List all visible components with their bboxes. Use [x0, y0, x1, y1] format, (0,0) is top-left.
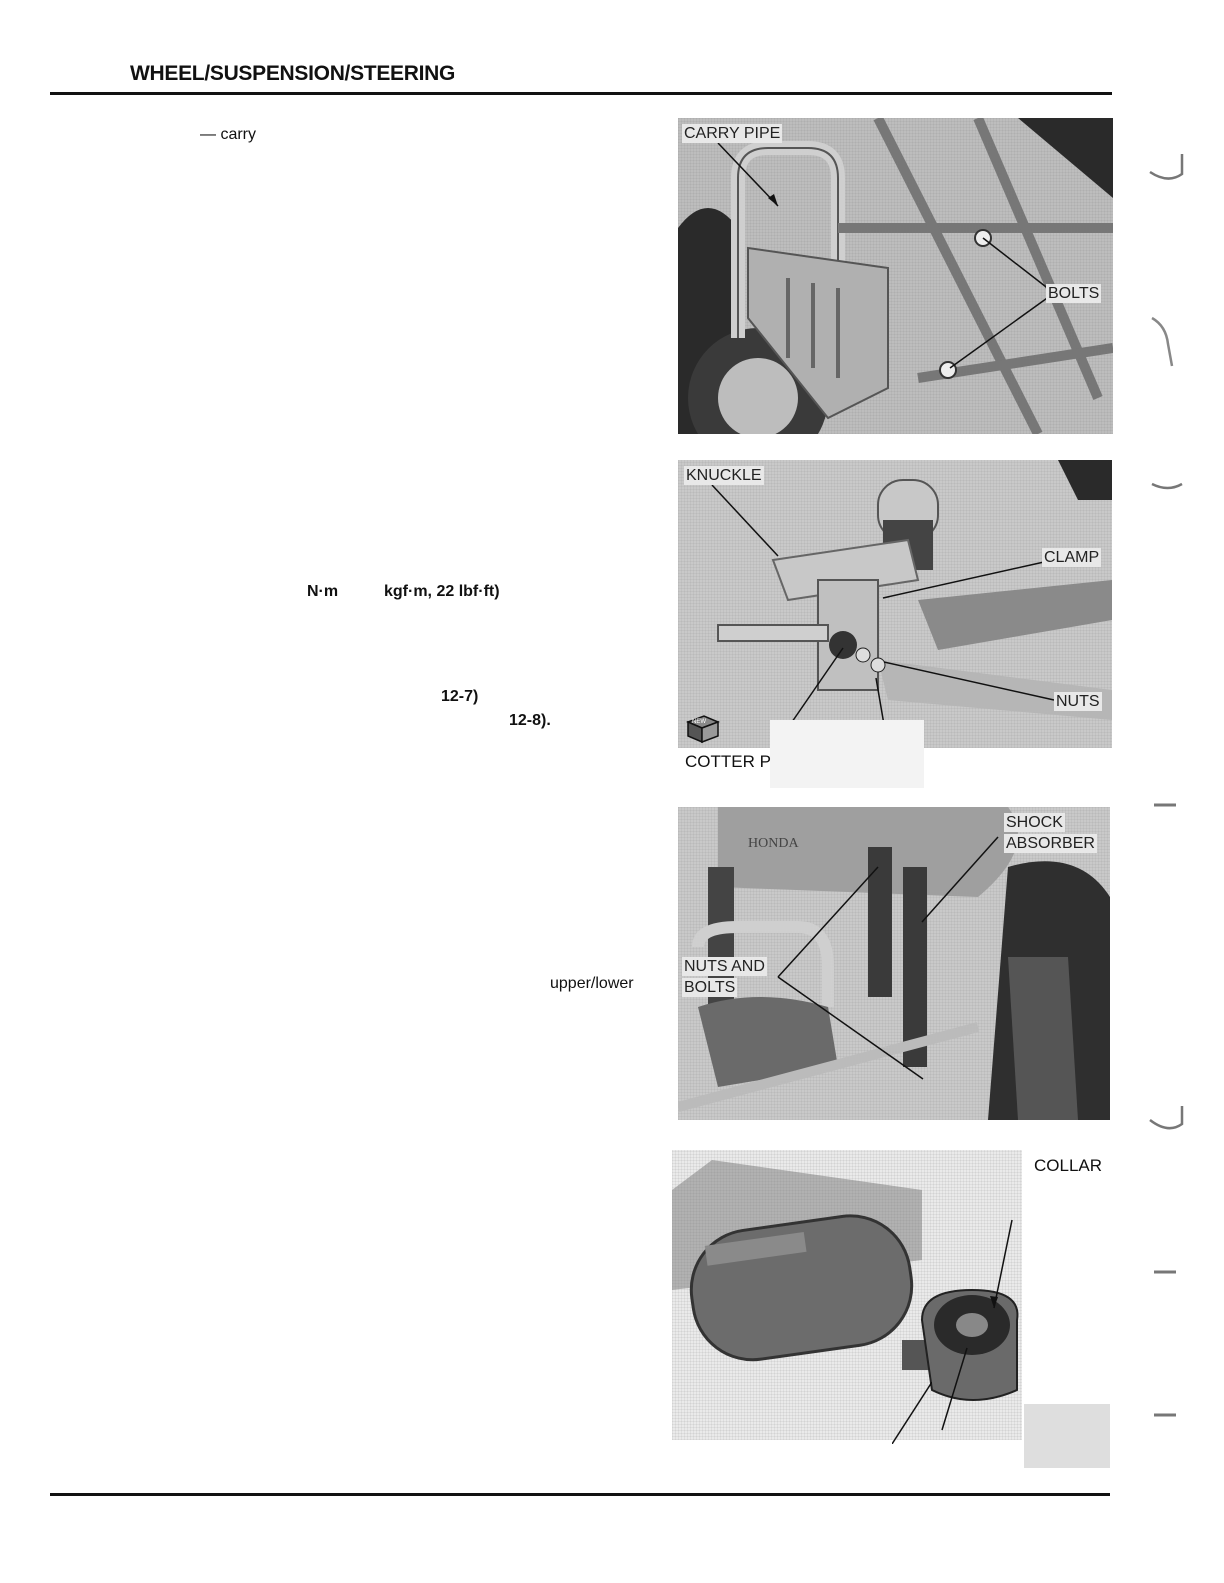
upper-lower-text: upper/lower: [550, 975, 634, 992]
figure-shock-absorber-photo: [678, 807, 1110, 1120]
margin-tab-mark: [1148, 1100, 1188, 1140]
margin-tab-mark: [1148, 470, 1188, 500]
svg-text:NEW: NEW: [692, 719, 706, 725]
label-shock-line1: SHOCK: [1006, 814, 1063, 831]
torque-spec: kgf·m, 22 lbf·ft): [384, 583, 500, 600]
label-nuts: NUTS: [1056, 693, 1100, 710]
figure-carry-pipe-photo: [678, 118, 1113, 434]
collar-leader-line: [892, 1382, 932, 1444]
carry-pipe-illustration: [678, 118, 1113, 434]
footer-rule: [50, 1493, 1110, 1496]
margin-tab-mark: [1148, 150, 1188, 190]
page-reference-1: 12-7): [441, 688, 479, 705]
figure-patch: [1024, 1404, 1110, 1468]
cover-patch: [770, 720, 924, 788]
label-clamp: CLAMP: [1044, 549, 1100, 566]
header-rule: [50, 92, 1112, 95]
label-nuts-and-line2: BOLTS: [684, 979, 736, 996]
new-part-icon: [684, 712, 722, 744]
label-cotter-pin: COTTER P: [685, 752, 771, 771]
label-collar: COLLAR: [1034, 1156, 1103, 1175]
label-shock-line2: ABSORBER: [1006, 835, 1095, 852]
torque-unit-nm: N·m: [307, 583, 339, 600]
margin-tab-mark: [1148, 795, 1188, 815]
page-header-title: WHEEL/SUSPENSION/STEERING: [130, 62, 456, 85]
carry-text: — carry: [200, 126, 256, 143]
figure-knuckle-photo: [678, 460, 1112, 748]
knuckle-illustration: [678, 460, 1112, 748]
label-knuckle: KNUCKLE: [686, 467, 762, 484]
collar-illustration: [672, 1150, 1022, 1440]
label-nuts-and-line1: NUTS AND: [684, 958, 765, 975]
label-carry-pipe: CARRY PIPE: [684, 125, 781, 142]
page-reference-2: 12-8).: [509, 712, 551, 729]
margin-tab-mark: [1148, 1262, 1188, 1282]
margin-tab-mark: [1148, 1405, 1188, 1425]
figure-collar-photo: [672, 1150, 1022, 1440]
svg-text:HONDA: HONDA: [748, 836, 799, 851]
label-bolts: BOLTS: [1048, 285, 1100, 302]
margin-tab-mark: [1148, 310, 1188, 370]
